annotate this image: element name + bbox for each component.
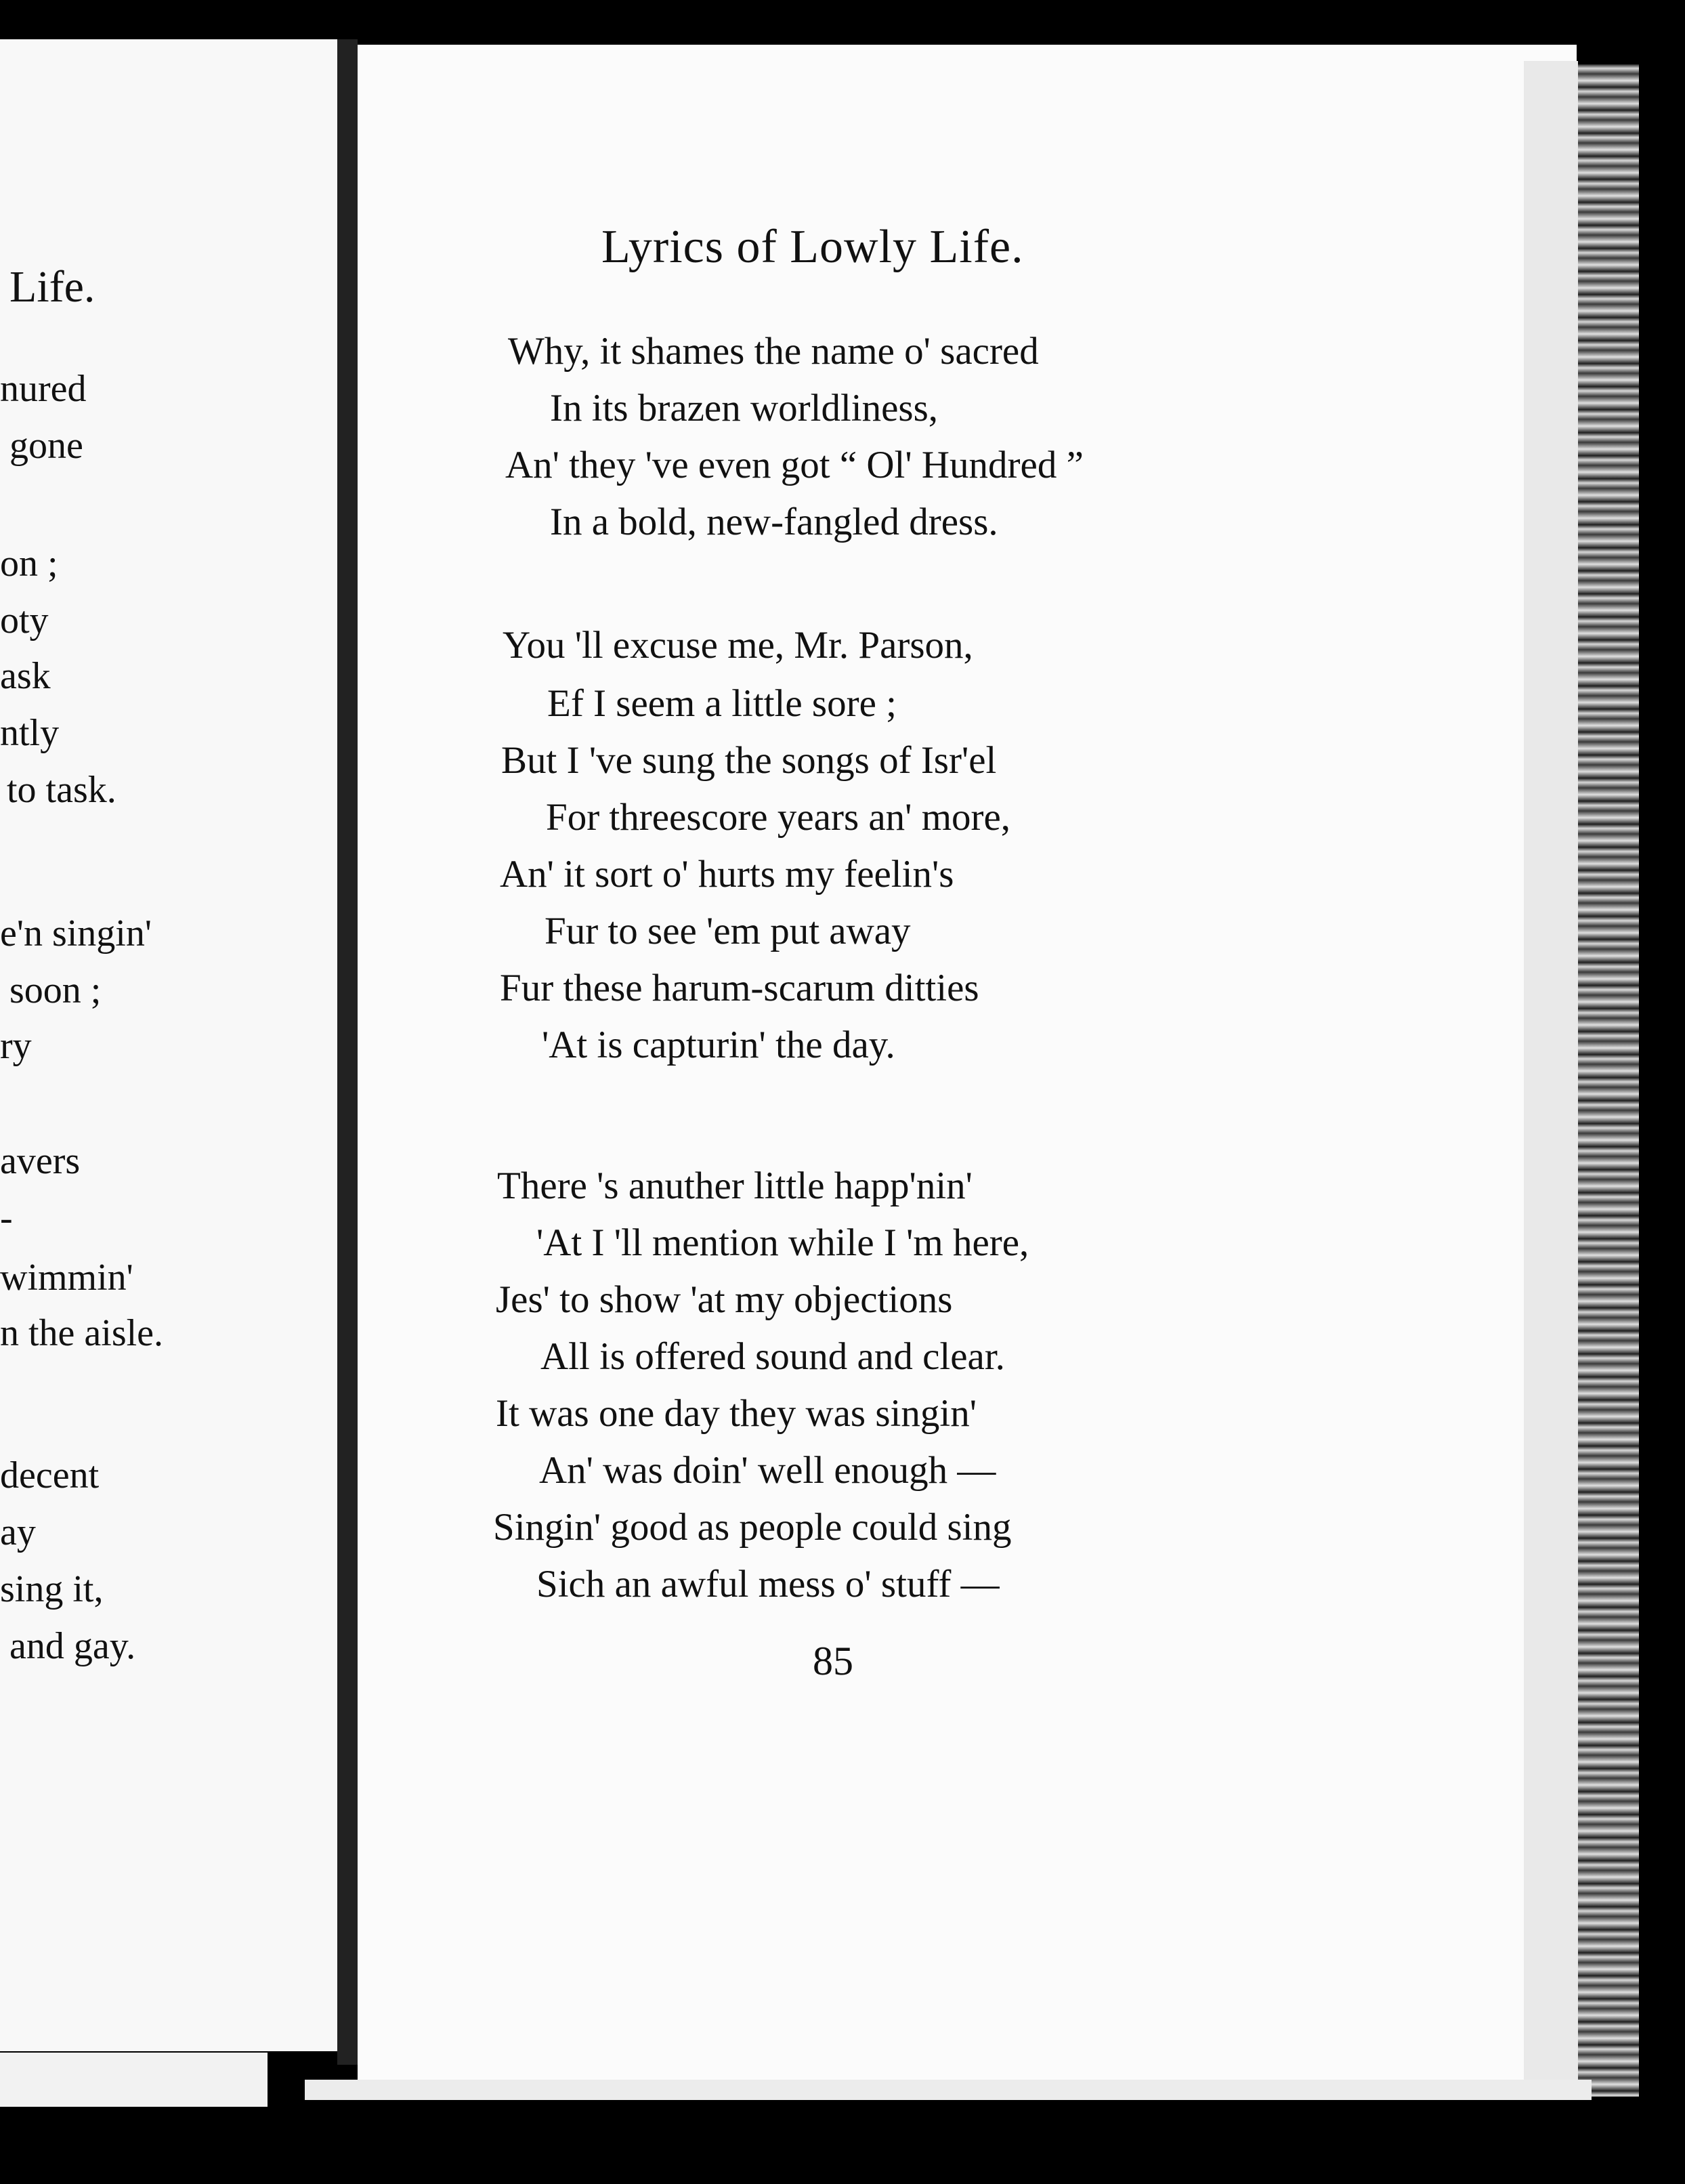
left-page-line: - (0, 1197, 13, 1239)
page-edge (1524, 61, 1578, 2086)
verse-line: You 'll excuse me, Mr. Parson, (503, 624, 973, 667)
verse-line: An' it sort o' hurts my feelin's (500, 853, 954, 896)
left-page-line: to task. (7, 769, 116, 811)
verse-line: An' they 've even got “ Ol' Hundred ” (505, 444, 1084, 486)
verse-line: All is offered sound and clear. (540, 1335, 1005, 1378)
verse-line: For threescore years an' more, (546, 796, 1011, 839)
verse-line: 'At is capturin' the day. (542, 1024, 895, 1066)
left-page-line: ry (0, 1025, 32, 1067)
left-page-line: ntly (0, 712, 60, 754)
left-page-line: nured (0, 368, 87, 410)
verse-line: There 's anuther little happ'nin' (497, 1164, 973, 1207)
verse-line: An' was doin' well enough — (539, 1449, 996, 1492)
page-number: 85 (813, 1639, 853, 1683)
book-gutter (337, 39, 358, 2065)
left-page-line: soon ; (9, 969, 102, 1011)
right-page-bottom-edge (305, 2080, 1592, 2100)
book-fore-edge (1578, 64, 1639, 2097)
verse-line: Fur to see 'em put away (545, 910, 911, 952)
verse-line: It was one day they was singin' (496, 1392, 977, 1435)
verse-line: In its brazen worldliness, (550, 387, 939, 429)
verse-line: 'At I 'll mention while I 'm here, (536, 1221, 1029, 1264)
verse-line: Jes' to show 'at my objections (496, 1278, 953, 1321)
left-page-line: on ; (0, 543, 58, 585)
left-page-line: decent (0, 1454, 100, 1496)
verse-line: Why, it shames the name o' sacred (508, 330, 1039, 373)
verse-line: Singin' good as people could sing (493, 1506, 1012, 1549)
left-page-line: ask (0, 655, 51, 697)
verse-line: But I 've sung the songs of Isr'el (501, 739, 997, 782)
left-page-line: e'n singin' (0, 912, 152, 954)
left-page-bottom-edge (0, 2053, 268, 2107)
verse-line: Sich an awful mess o' stuff — (536, 1563, 1000, 1605)
left-page-line: n the aisle. (0, 1312, 164, 1354)
verse-line: Fur these harum-scarum ditties (500, 967, 979, 1009)
left-page-line: gone (9, 425, 83, 467)
left-page (0, 39, 337, 2051)
verse-line: Ef I seem a little sore ; (547, 682, 897, 725)
left-page-line: and gay. (9, 1625, 136, 1667)
left-page-line: wimmin' (0, 1257, 133, 1299)
left-page-line: sing it, (0, 1568, 104, 1610)
left-page-line: oty (0, 600, 49, 642)
page-running-head: Lyrics of Lowly Life. (601, 221, 1024, 273)
left-page-running-head: Life. (9, 262, 95, 312)
verse-line: In a bold, new-fangled dress. (550, 501, 998, 543)
left-page-line: avers (0, 1140, 81, 1182)
left-page-line: ay (0, 1511, 36, 1553)
